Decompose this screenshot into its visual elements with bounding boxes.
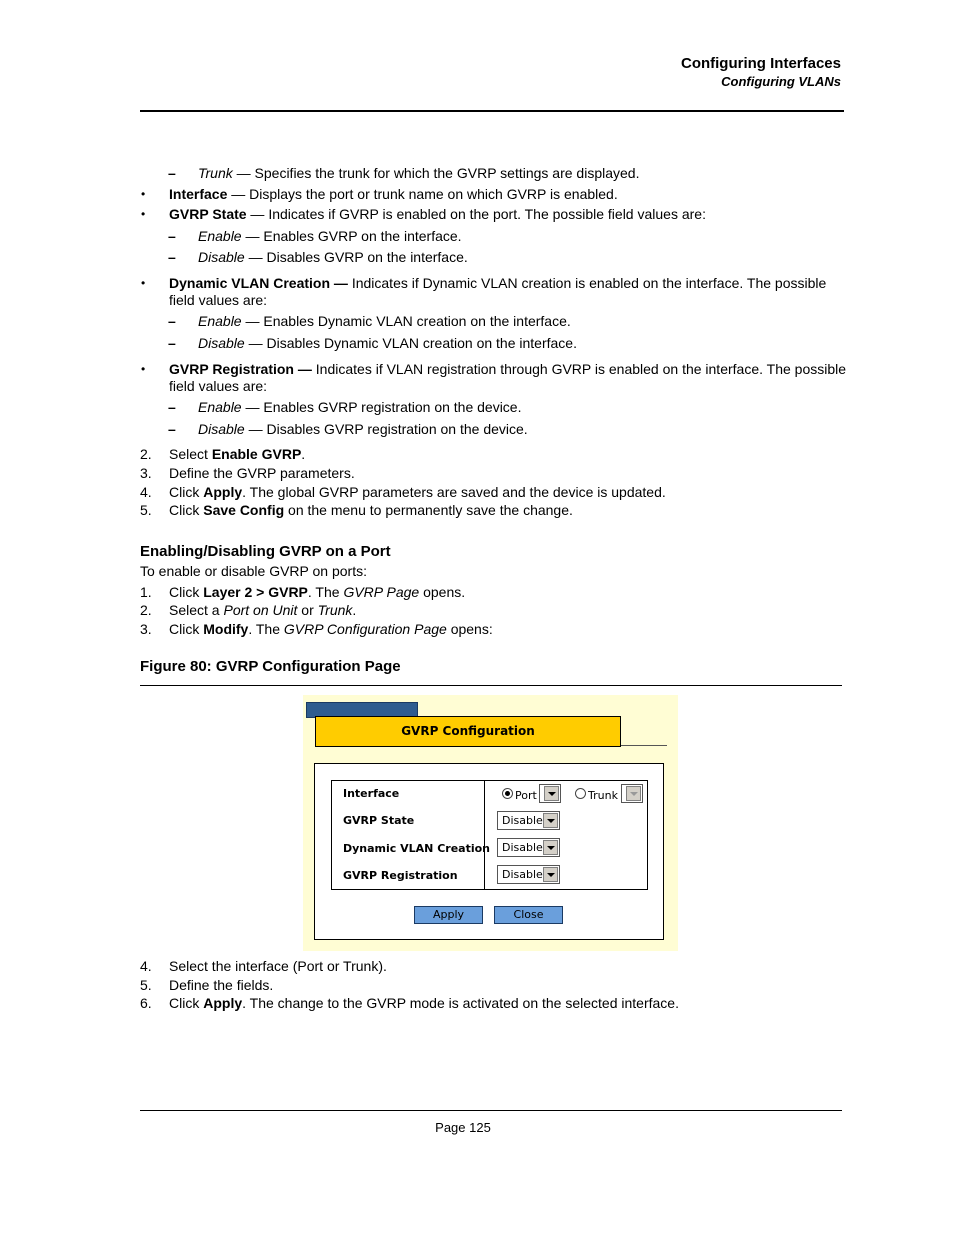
dvc-disable: Disable — Disables Dynamic VLAN creation on the interface.: [198, 335, 577, 351]
section-intro: To enable or disable GVRP on ports:: [140, 563, 367, 579]
port-radio[interactable]: [502, 788, 513, 799]
dvc-select[interactable]: [497, 838, 560, 857]
step-number: 6.: [140, 995, 152, 1011]
bullet-marker: •: [141, 207, 146, 221]
dvc-label: Dynamic VLAN Creation: [343, 842, 491, 855]
title-bar: [315, 716, 621, 747]
interface-description: Interface — Displays the port or trunk name on which GVRP is enabled.: [169, 186, 618, 202]
gvrp-state-disable: Disable — Disables GVRP on the interface.: [198, 249, 468, 265]
header-title: Configuring Interfaces: [680, 55, 841, 72]
chevron-down-icon: [543, 813, 558, 828]
column-divider: [484, 781, 485, 889]
chevron-down-icon: [544, 786, 559, 801]
form-container: [314, 763, 664, 940]
step-text: Select the interface (Port or Trunk).: [169, 958, 387, 974]
step-text: Define the fields.: [169, 977, 274, 993]
step-number: 1.: [140, 584, 152, 600]
port-radio-label: Port: [515, 789, 537, 802]
dialog-title: GVRP Configuration: [401, 724, 535, 738]
dash-marker: –: [168, 165, 176, 181]
dash-marker: –: [168, 313, 176, 329]
chevron-down-icon: [543, 867, 558, 882]
gvrp-state-enable: Enable — Enables GVRP on the interface.: [198, 228, 462, 244]
figure-title: Figure 80: GVRP Configuration Page: [140, 658, 401, 675]
gvrp-state-value: Disable: [502, 814, 543, 827]
header-rule: [140, 110, 844, 112]
gvrp-state-label: GVRP State: [343, 814, 415, 827]
step-number: 3.: [140, 465, 152, 481]
title-rule: [621, 745, 667, 746]
step-text: Click Save Config on the menu to permanently save the change.: [169, 502, 573, 518]
bullet-marker: •: [141, 187, 146, 201]
chevron-down-icon: [543, 840, 558, 855]
radio-dot: [505, 791, 510, 796]
dash-marker: –: [168, 228, 176, 244]
dash-marker: –: [168, 399, 176, 415]
step-text: Click Layer 2 > GVRP. The GVRP Page opens.: [169, 584, 466, 600]
close-button[interactable]: Close: [494, 906, 563, 924]
registration-enable: Enable — Enables GVRP registration on the device.: [198, 399, 522, 415]
step-text: Click Apply. The change to the GVRP mode is activated on the selected interface.: [169, 995, 679, 1011]
gvrp-state-description: GVRP State — Indicates if GVRP is enabled on the port. The possible field values are:: [169, 206, 706, 222]
step-text: Select Enable GVRP.: [169, 446, 306, 462]
step-text: Click Modify. The GVRP Configuration Page opens:: [169, 621, 493, 637]
section-title: Enabling/Disabling GVRP on a Port: [140, 543, 391, 560]
step-number: 3.: [140, 621, 152, 637]
gvrp-screenshot: [303, 695, 678, 951]
registration-description: GVRP Registration — Indicates if VLAN registration through GVRP is enabled on the interface. The possible: [169, 361, 847, 377]
trunk-description: Trunk — Specifies the trunk for which the GVRP settings are displayed.: [198, 165, 640, 181]
chevron-down-icon: [626, 786, 641, 801]
registration-description-cont: field values are:: [169, 378, 268, 394]
page-number: Page 125: [435, 1120, 491, 1135]
registration-value: Disable: [502, 868, 543, 881]
form-table: [331, 780, 648, 890]
step-number: 2.: [140, 602, 152, 618]
dash-marker: –: [168, 421, 176, 437]
step-number: 5.: [140, 502, 152, 518]
step-text: Define the GVRP parameters.: [169, 465, 355, 481]
trunk-select[interactable]: [621, 784, 643, 803]
port-select[interactable]: [539, 784, 561, 803]
registration-select[interactable]: [497, 865, 560, 884]
registration-disable: Disable — Disables GVRP registration on the device.: [198, 421, 528, 437]
step-number: 4.: [140, 958, 152, 974]
dvc-enable: Enable — Enables Dynamic VLAN creation on the interface.: [198, 313, 571, 329]
bullet-marker: •: [141, 276, 146, 290]
footer-rule: [140, 1110, 842, 1111]
bullet-marker: •: [141, 362, 146, 376]
header-subtitle: Configuring VLANs: [721, 74, 841, 89]
trunk-radio-label: Trunk: [588, 789, 618, 802]
step-number: 5.: [140, 977, 152, 993]
step-text: Select a Port on Unit or Trunk.: [169, 602, 357, 618]
dash-marker: –: [168, 335, 176, 351]
figure-rule: [140, 685, 842, 686]
dash-marker: –: [168, 249, 176, 265]
interface-label: Interface: [343, 787, 400, 800]
step-text: Click Apply. The global GVRP parameters are saved and the device is updated.: [169, 484, 666, 500]
dvc-description-cont: field values are:: [169, 292, 268, 308]
dvc-description: Dynamic VLAN Creation — Indicates if Dynamic VLAN creation is enabled on the interface. The possible: [169, 275, 827, 291]
step-number: 2.: [140, 446, 152, 462]
step-number: 4.: [140, 484, 152, 500]
registration-label: GVRP Registration: [343, 869, 458, 882]
dvc-value: Disable: [502, 841, 543, 854]
gvrp-state-select[interactable]: [497, 811, 560, 830]
trunk-radio[interactable]: [575, 788, 586, 799]
apply-button[interactable]: Apply: [414, 906, 483, 924]
